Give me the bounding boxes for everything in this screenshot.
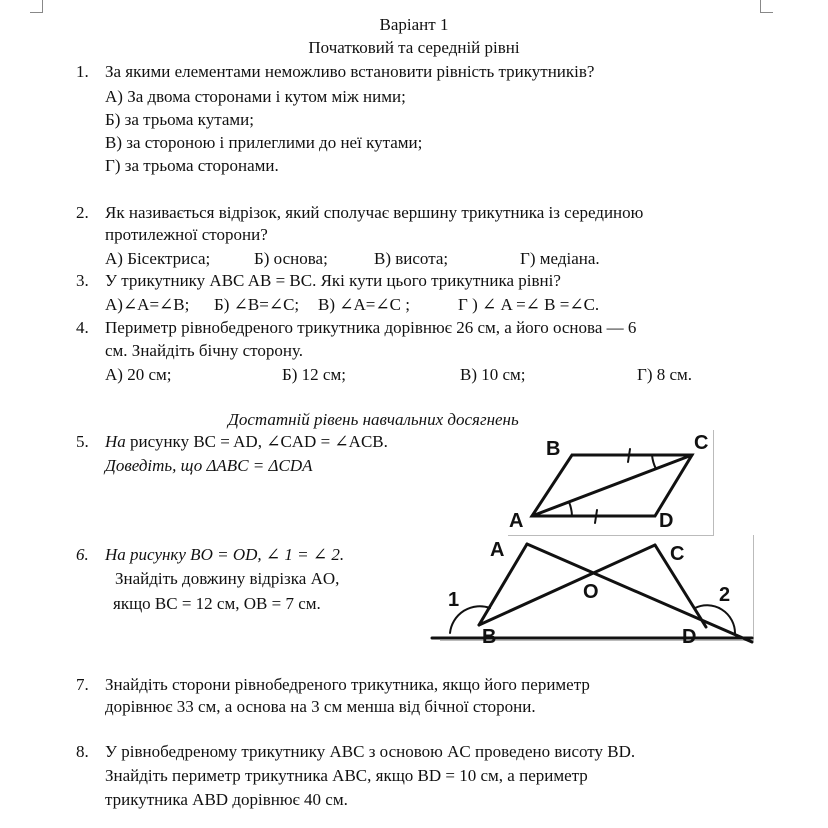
q8-text-line3: трикутника ABD дорівнює 40 см. [105, 790, 348, 809]
q5-text-line1-rest: рисунку BC = AD, ∠CAD = ∠ACB. [125, 432, 388, 451]
q2-number: 2. [76, 203, 89, 222]
q6-label-b: B [482, 626, 497, 648]
q3-option-g: Г ) ∠ A =∠ B =∠C. [458, 295, 600, 314]
q6-text-line3: якщо BC = 12 см, OB = 7 см. [113, 594, 321, 613]
q6-label-d: D [682, 626, 697, 648]
q7-text-line1: Знайдіть сторони рівнобедреного трикутника, якщо його периметр [105, 675, 590, 694]
q4-option-g: Г) 8 см. [637, 365, 693, 384]
q4-number: 4. [76, 318, 89, 337]
q6-figure-line-cb [479, 545, 655, 625]
q5-label-b: B [546, 438, 561, 460]
q2-option-a: А) Бісектриса; [105, 249, 211, 268]
q4-option-a: А) 20 см; [105, 365, 172, 384]
q3-option-a: А)∠A=∠B; [105, 295, 190, 314]
q3-option-v: В) ∠A=∠C ; [318, 295, 410, 314]
q6-label-c: C [670, 543, 685, 565]
q1-option-g: Г) за трьома сторонами. [105, 156, 279, 175]
q4-text-line2: см. Знайдіть бічну сторону. [105, 341, 304, 360]
q2-option-v: В) висота; [374, 249, 449, 268]
level-heading-sufficient: Достатній рівень навчальних досягнень [228, 410, 519, 429]
q7-text-line2: дорівнює 33 см, а основа на 3 см менша від бічної сторони. [105, 697, 536, 716]
q5-text-line1-italic: На [105, 432, 126, 451]
q1-number: 1. [76, 62, 89, 81]
q5-text-line2: Доведіть, що ΔABC = ΔCDA [105, 456, 313, 475]
q7-number: 7. [76, 675, 89, 694]
q1-text: За якими елементами неможливо встановити рівність трикутників? [105, 62, 595, 81]
q4-text-line1: Периметр рівнобедреного трикутника дорівнює 26 см, а його основа — 6 [105, 318, 637, 337]
q5-label-c: C [694, 432, 709, 454]
q4-option-v: В) 10 см; [460, 365, 526, 384]
q8-text-line2: Знайдіть периметр трикутника ABC, якщо BD = 10 см, а периметр [105, 766, 588, 785]
q6-text-line2: Знайдіть довжину відрізка AO, [115, 569, 340, 588]
q1-option-v: В) за стороною і прилеглими до неї кутами; [105, 133, 423, 152]
variant-title: Варіант 1 [379, 15, 449, 34]
q5-number: 5. [76, 432, 89, 451]
q6-label-angle-1: 1 [448, 589, 460, 611]
q6-text-line1: На рисунку BO = OD, ∠ 1 = ∠ 2. [105, 545, 345, 564]
q2-option-b: Б) основа; [254, 249, 328, 268]
q2-text-line2: протилежної сторони? [105, 225, 268, 244]
q3-number: 3. [76, 271, 89, 290]
q3-text: У трикутнику ABC AB = BC. Які кути цього трикутника рівні? [105, 271, 561, 290]
q6-label-a: A [490, 539, 505, 561]
q3-option-b: Б) ∠B=∠C; [214, 295, 300, 314]
q1-option-a: А) За двома сторонами і кутом між ними; [105, 87, 406, 106]
q8-text-line1: У рівнобедреному трикутнику ABC з основою AC проведено висоту BD. [105, 742, 636, 761]
q1-option-b: Б) за трьома кутами; [105, 110, 254, 129]
q5-label-a: A [509, 510, 524, 532]
q6-label-o: O [583, 581, 599, 603]
q6-number: 6. [76, 545, 89, 564]
level-heading-basic: Початковий та середній рівні [308, 38, 520, 57]
q4-option-b: Б) 12 см; [282, 365, 346, 384]
q2-text-line1: Як називається відрізок, який сполучає вершину трикутника із серединою [105, 203, 644, 222]
q8-number: 8. [76, 742, 89, 761]
q6-label-angle-2: 2 [719, 584, 731, 606]
q2-option-g: Г) медіана. [520, 249, 600, 268]
q5-label-d: D [659, 510, 674, 532]
